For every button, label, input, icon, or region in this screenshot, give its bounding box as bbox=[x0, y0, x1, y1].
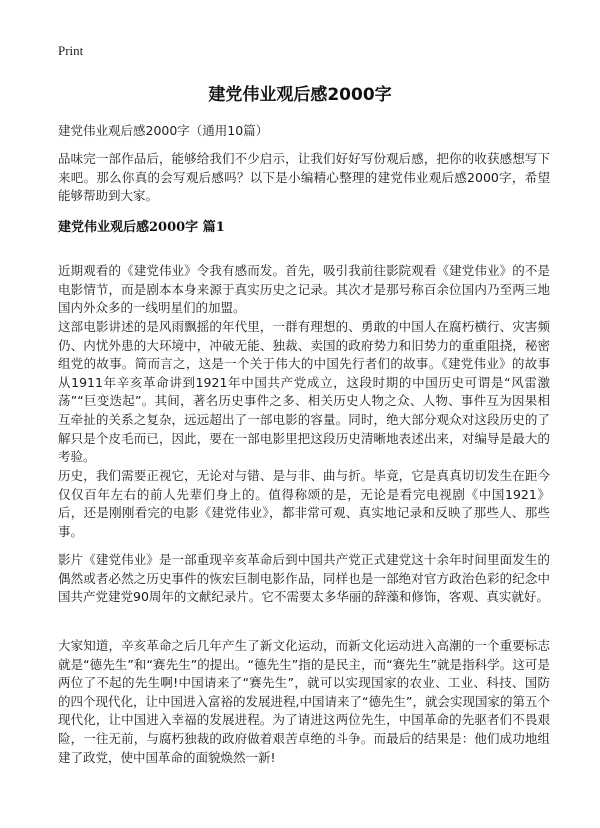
print-label[interactable]: Print bbox=[58, 43, 84, 58]
body-paragraph-2: 这部电影讲述的是风雨飘摇的年代里，一群有理想的、勇敢的中国人在腐朽横行、灾害频仍、内忧外患的大环境中，冲破无能、独裁、卖国的政府势力和旧势力的重重阻挠，秘密组党的故事。简而言之，这是一个关于伟大的中国先行者们的故事。《建党伟业》的故事从1911年辛亥革命讲到1921年中国共产党成立，这段时期的中国历史可谓是“风雷激荡”“巨变迭起”。其间，著名历史事件之多、相关历史人物之众、人物、事件互为因果相互牵扯的关系之复杂，远远超出了一部电影的容量。同时，绝大部分观众对这段历史的了解只是个皮毛而已，因此，要在一部电影里把这段历史清晰地表述出来，对编导是最大的考验。 bbox=[58, 319, 550, 465]
page-title: 建党伟业观后感2000字 bbox=[208, 85, 392, 105]
document-subtitle: 建党伟业观后感2000字（通用10篇） bbox=[58, 123, 269, 138]
body-paragraph-1: 近期观看的《建党伟业》令我有感而发。首先，吸引我前往影院观看《建党伟业》的不是电影情节，而是剧本本身来源于真实历史之记录。其次才是那号称百余位国内乃至两三地国内外众多的一线明星们的加盟。 bbox=[58, 263, 550, 316]
section-heading: 建党伟业观后感2000字 篇1 bbox=[58, 220, 225, 235]
body-paragraph-3: 历史，我们需要正视它，无论对与错、是与非、曲与折。毕竟，它是真真切切发生在距今仅仅百年左右的前人先辈们身上的。值得称颂的是，无论是看完电视剧《中国1921》后，还是刚刚看完的电影《建党伟业》，都非常可观、真实地记录和反映了那些人、那些事。 bbox=[58, 468, 550, 539]
intro-paragraph: 品味完一部作品后，能够给我们不少启示，让我们好好写份观后感，把你的收获感想写下来吧。那么你真的会写观后感吗？以下是小编精心整理的建党伟业观后感2000字，希望能够帮助到大家。 bbox=[58, 151, 550, 204]
body-paragraph-4: 影片《建党伟业》是一部重现辛亥革命后到中国共产党正式建党这十余年时间里面发生的偶然或者必然之历史事件的恢宏巨制电影作品，同样也是一部绝对官方政治色彩的纪念中国共产党建党90周年的文献纪录片。它不需要太多华丽的辞藻和修饰，客观、真实就好。 bbox=[58, 552, 550, 605]
body-paragraph-5: 大家知道，辛亥革命之后几年产生了新文化运动，而新文化运动进入高潮的一个重要标志就是“德先生”和“赛先生”的提出。“德先生”指的是民主，而“赛先生”就是指科学。这可是两位了不起的先生啊!中国请来了“赛先生”，就可以实现国家的农业、工业、科技、国防的四个现代化，让中国进入富裕的发展进程,中国请来了“德先生”，就会实现国家的第五个现代化，让中国进入幸福的发展进程。为了请进这两位先生，中国革命的先驱者们不畏艰险，一往无前，与腐朽独裁的政府做着艰苦卓绝的斗争。而最后的结果是：他们成功地组建了政党，使中国革命的面貌焕然一新! bbox=[58, 638, 550, 765]
